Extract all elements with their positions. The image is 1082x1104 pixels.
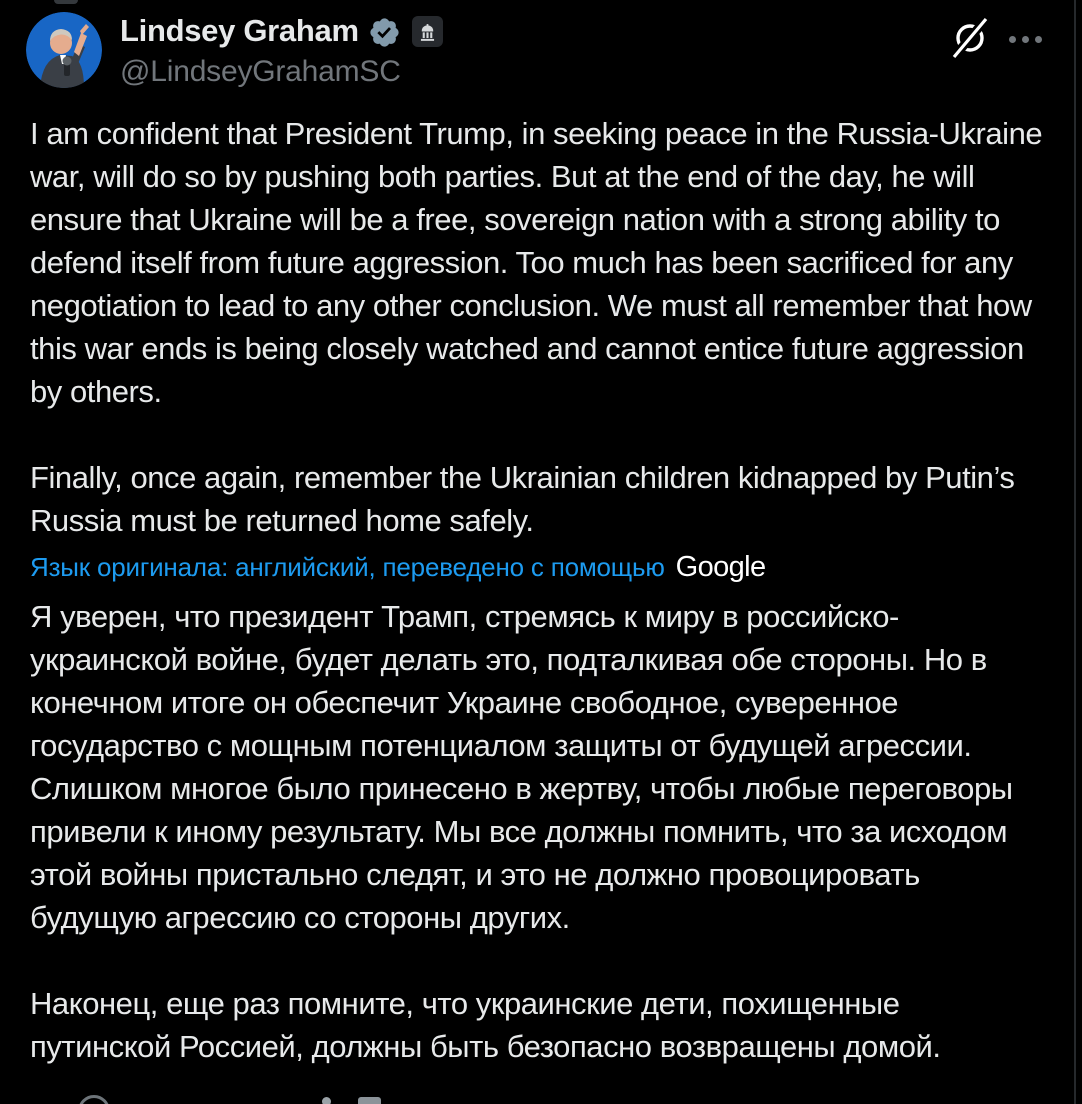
google-logo: Google xyxy=(675,551,766,583)
translation-attribution-row xyxy=(30,549,1046,585)
grok-icon[interactable] xyxy=(949,14,991,60)
government-affiliation-label[interactable] xyxy=(412,16,443,47)
author-names xyxy=(120,12,949,89)
tweet-header xyxy=(26,12,1042,89)
author-display-name[interactable]: Lindsey Graham xyxy=(120,13,359,48)
avatar[interactable] xyxy=(26,12,102,88)
tweet-body xyxy=(30,112,1046,1068)
translation-note-link[interactable]: Язык оригинала: английский, переведено с помощью xyxy=(30,552,665,582)
reply-icon[interactable] xyxy=(78,1095,110,1104)
header-actions xyxy=(949,14,1042,62)
avatar-photo xyxy=(26,12,102,88)
tweet-text-translated-block xyxy=(30,595,1046,1068)
clipped-content-fragment xyxy=(54,0,78,4)
tweet-text-russian-paragraph: Наконец, еще раз помните, что украинские дети, похищенные путинской Россией, должны быть безопасно возвращены домой. xyxy=(30,986,941,1064)
author-name-row xyxy=(120,12,949,50)
more-options-icon[interactable] xyxy=(1009,14,1042,62)
author-handle[interactable]: @LindseyGrahamSC xyxy=(120,55,401,88)
government-building-icon xyxy=(417,21,438,42)
column-divider xyxy=(1074,0,1076,1104)
tweet-text-russian-paragraph: Я уверен, что президент Трамп, стремясь к миру в российско-украинской войне, будет делать это, подталкивая обе стороны. Но в конечном итоге он обеспечит Украине свободное, суверенное государство с мощным потенциалом защиты от будущей агрессии. Слишком многое было принесено в жертву, чтобы любые переговоры привели к иному результату. Мы все должны помнить, что за исходом этой войны пристально следят, и это не должно провоцировать будущую агрессию со стороны других. xyxy=(30,599,1013,935)
tweet-text-english-paragraph: I am confident that President Trump, in seeking peace in the Russia-Ukraine war, will do so by pushing both parties. But at the end of the day, he will ensure that Ukraine will be a free, sovereign nation with a strong ability to defend itself from future aggression. Too much has been sacrificed for any negotiation to lead to any other conclusion. We must all remember that how this war ends is being closely watched and cannot entice future aggression by others. xyxy=(30,116,1043,409)
share-icon[interactable] xyxy=(322,1097,331,1104)
verified-badge-icon xyxy=(368,16,401,49)
bookmark-icon[interactable] xyxy=(358,1097,381,1104)
tweet-text-english-paragraph: Finally, once again, remember the Ukrainian children kidnapped by Putin’s Russia must be returned home safely. xyxy=(30,460,1015,538)
